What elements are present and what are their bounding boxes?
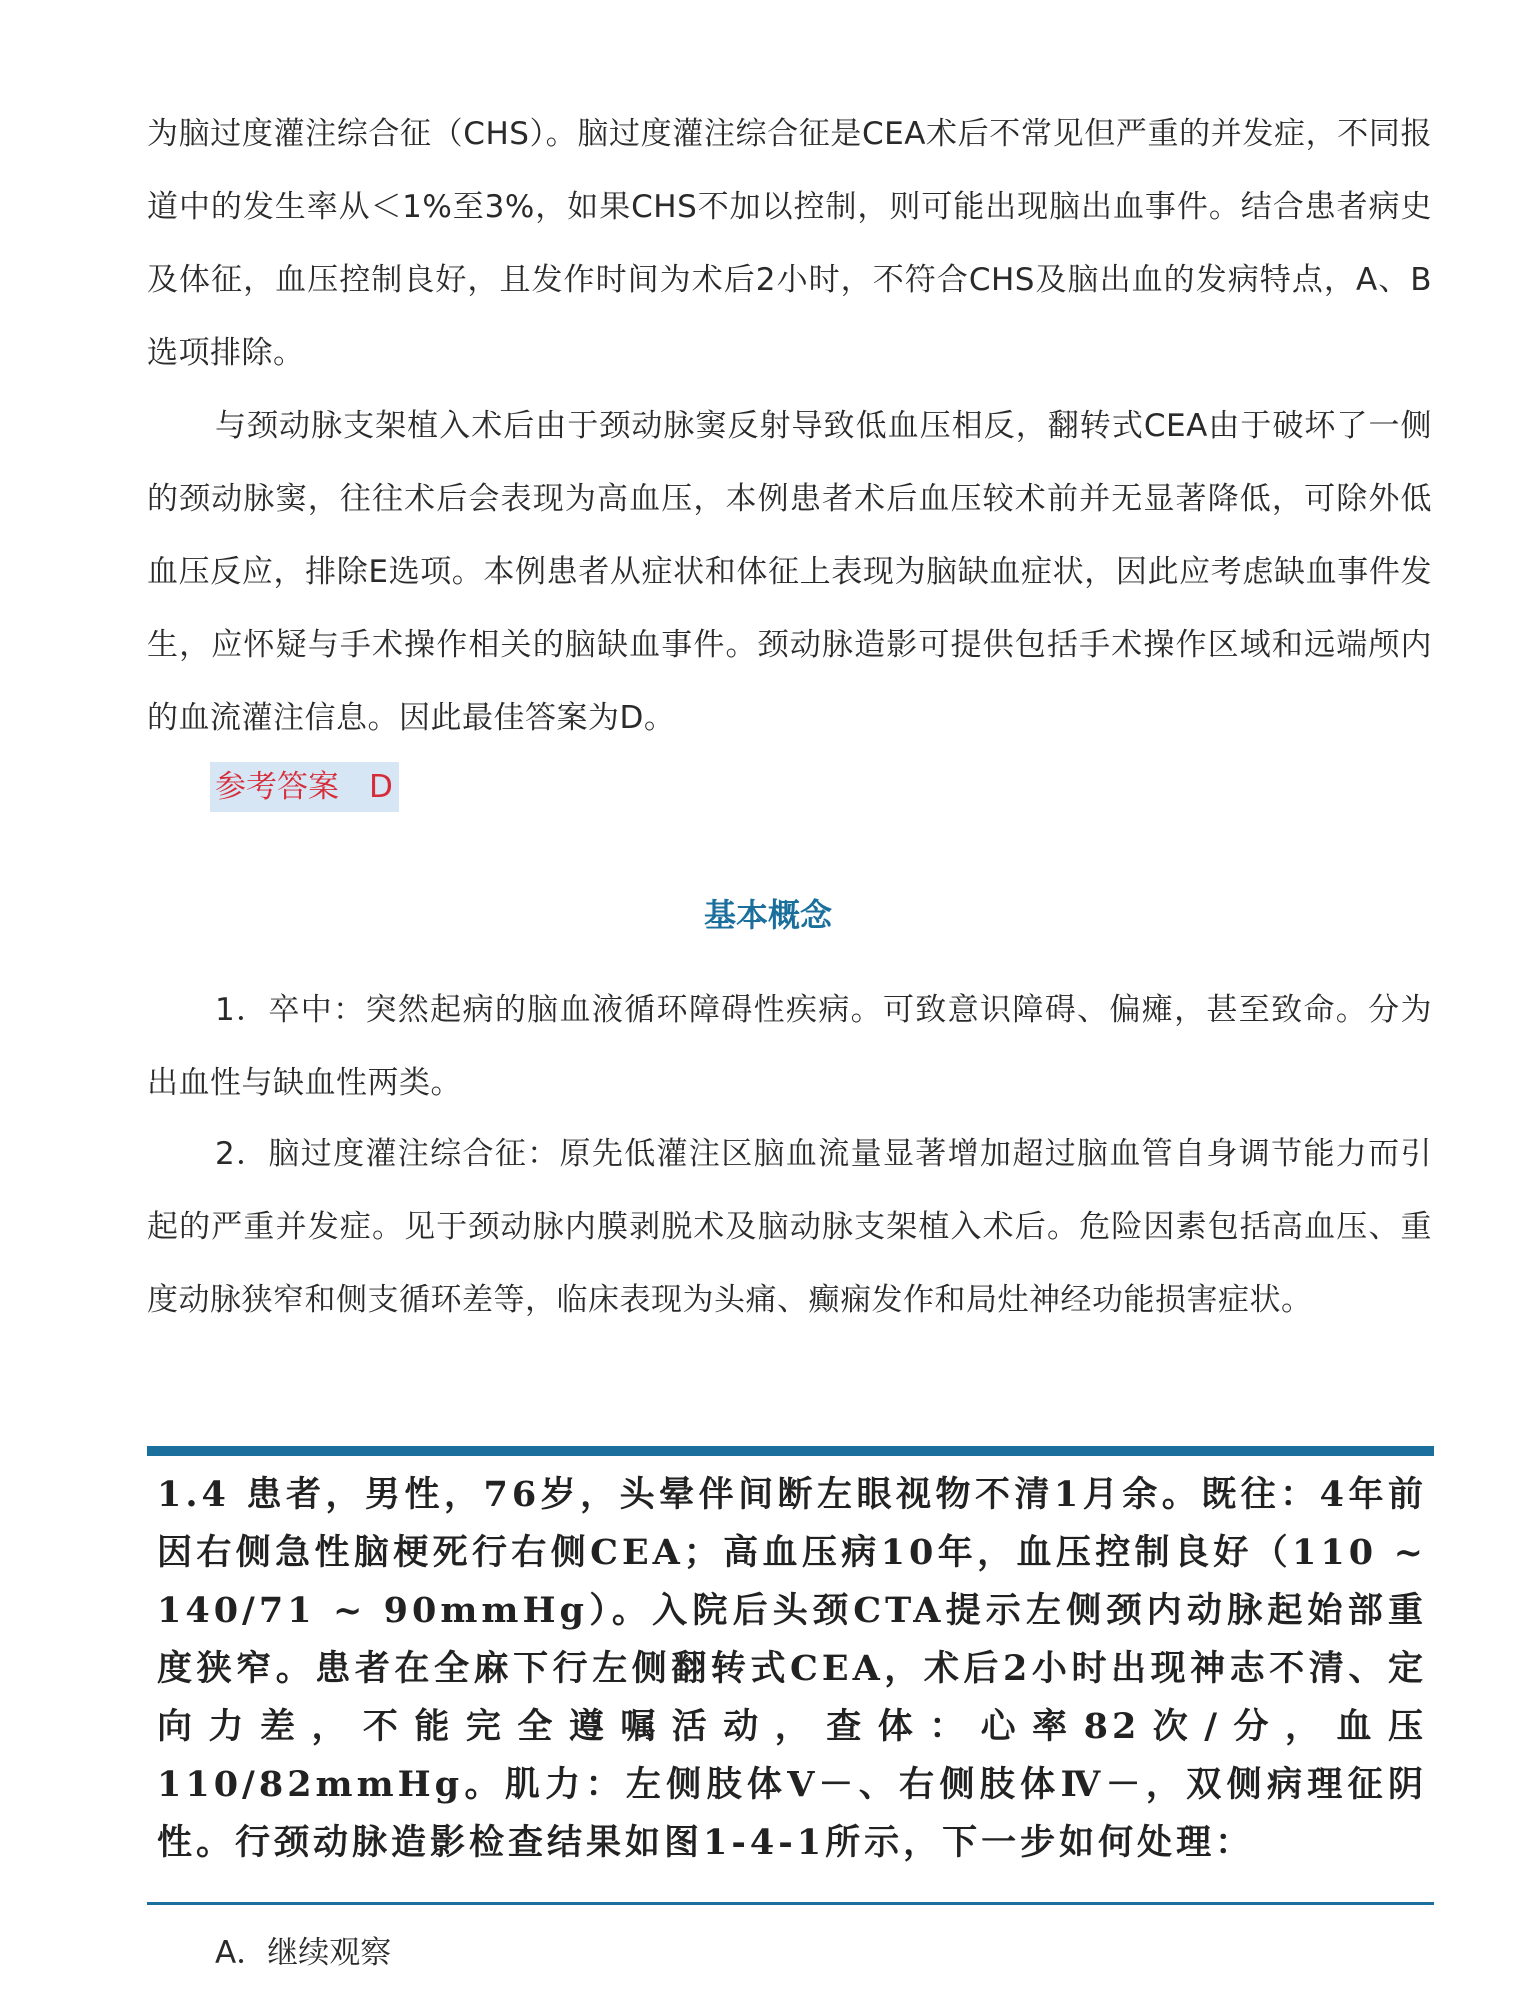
concept-item-1: 1．卒中：突然起病的脑血液循环障碍性疾病。可致意识障碍、偏瘫，甚至致命。分为出血性与缺血性两类。 <box>147 992 1432 1101</box>
discussion-paragraph-1: 为脑过度灌注综合征（CHS）。脑过度灌注综合征是CEA术后不常见但严重的并发症，不同报道中的发生率从＜1%至3%，如果CHS不加以控制，则可能出现脑出血事件。结合患者病史及体征，血压控制良好，且发作时间为术后2小时，不符合CHS及脑出血的发病特点，A、B选项排除。 <box>147 116 1432 371</box>
section-heading: 基本概念 <box>703 896 832 934</box>
option-a[interactable]: A．继续观察 <box>215 1935 392 1971</box>
reference-answer <box>210 762 399 812</box>
question-stem: 1.4 患者，男性，76岁，头晕伴间断左眼视物不清1月余。既往：4年前因右侧急性脑梗死行右侧CEA；高血压病10年，血压控制良好（110 ~ 140/71 ~ 90mmHg）。入院后头颈CTA提示左侧颈内动脉起始部重度狭窄。患者在全麻下行左侧翻转式CEA，术后2小时出现神志不清、定向力差，不能完全遵嘱活动，查体：心率82次/分，血压110/82mmHg。肌力：左侧肢体V－、右侧肢体Ⅳ－，双侧病理征阴性。行颈动脉造影检查结果如图1-4-1所示，下一步如何处理： <box>157 1474 1427 1863</box>
concept-item-2: 2．脑过度灌注综合征：原先低灌注区脑血流量显著增加超过脑血管自身调节能力而引起的严重并发症。见于颈动脉内膜剥脱术及脑动脉支架植入术后。危险因素包括高血压、重度动脉狭窄和侧支循环差等，临床表现为头痛、癫痫发作和局灶神经功能损害症状。 <box>147 1136 1432 1318</box>
question-bottom-rule <box>147 1902 1434 1905</box>
discussion-paragraph-2: 与颈动脉支架植入术后由于颈动脉窦反射导致低血压相反，翻转式CEA由于破坏了一侧的颈动脉窦，往往术后会表现为高血压，本例患者术后血压较术前并无显著降低，可除外低血压反应，排除E选项。本例患者从症状和体征上表现为脑缺血症状，因此应考虑缺血事件发生，应怀疑与手术操作相关的脑缺血事件。颈动脉造影可提供包括手术操作区域和远端颅内的血流灌注信息。因此最佳答案为D。 <box>147 408 1432 736</box>
reference-answer-label: 参考答案 <box>215 769 339 805</box>
reference-answer-value: D <box>369 769 393 805</box>
question-top-rule <box>147 1446 1434 1456</box>
